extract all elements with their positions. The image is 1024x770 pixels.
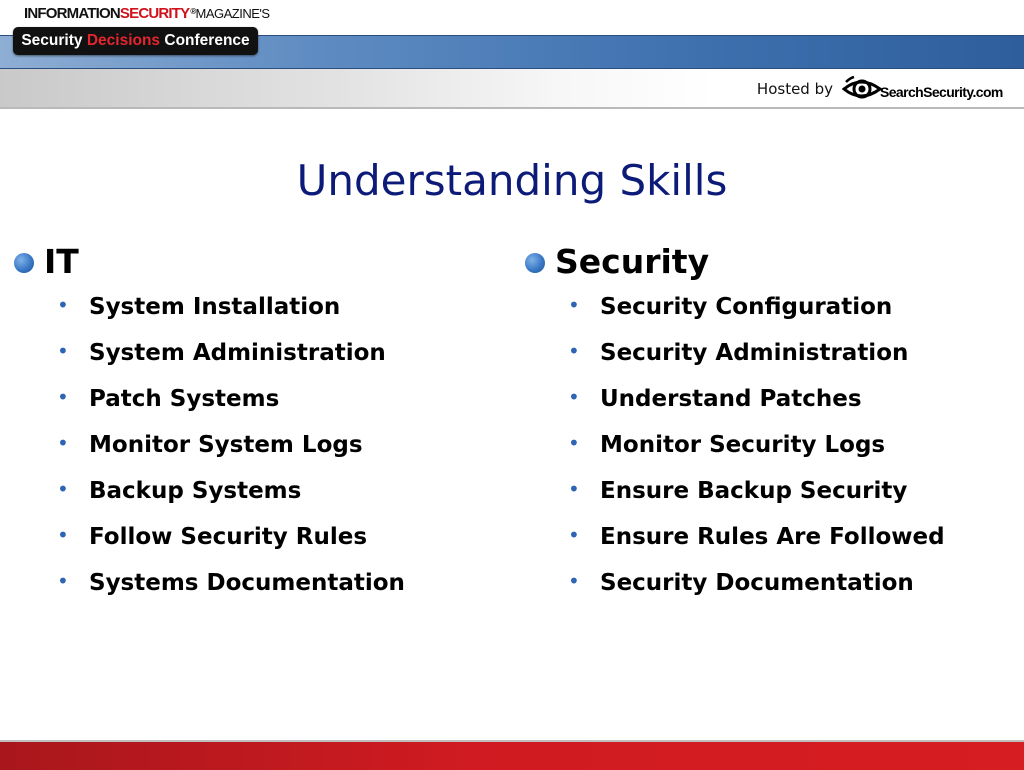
column-heading-text: Security xyxy=(555,242,710,281)
list-item-text: Backup Systems xyxy=(89,478,302,504)
list-item-text: Monitor Security Logs xyxy=(600,432,886,458)
conference-badge xyxy=(13,27,258,55)
list-item-text: Security Documentation xyxy=(600,570,914,596)
column-heading-text: IT xyxy=(44,242,79,281)
heading-bullet-icon xyxy=(14,253,34,273)
magazine-wordmark xyxy=(24,4,270,24)
bullet-icon: • xyxy=(568,569,580,593)
column-heading xyxy=(525,240,1015,284)
searchsecurity-logo xyxy=(842,72,1014,106)
brand-part-security: SECURITY xyxy=(119,5,190,22)
conference-word-conference: Conference xyxy=(164,32,250,49)
list-item-text: Patch Systems xyxy=(89,386,280,412)
host-logo-text: SearchSecurity.com xyxy=(880,84,1003,100)
conference-word-security: Security xyxy=(21,32,83,49)
list-item-text: Monitor System Logs xyxy=(89,432,363,458)
column-it xyxy=(14,240,494,596)
bullet-icon: • xyxy=(57,339,69,363)
bullet-icon: • xyxy=(57,477,69,501)
eye-icon xyxy=(842,72,882,106)
list-item-text: System Administration xyxy=(89,340,386,366)
list-item-text: Security Configuration xyxy=(600,294,893,320)
bullet-icon: • xyxy=(568,523,580,547)
bullet-icon: • xyxy=(568,477,580,501)
list-item-text: System Installation xyxy=(89,294,341,320)
list-item-text: Ensure Rules Are Followed xyxy=(600,524,945,550)
list-item-text: Systems Documentation xyxy=(89,570,405,596)
list-item-text: Follow Security Rules xyxy=(89,524,368,550)
bullet-icon: • xyxy=(57,569,69,593)
column-security xyxy=(525,240,1015,596)
slide-title: Understanding Skills xyxy=(296,156,728,205)
bullet-icon: • xyxy=(57,523,69,547)
list-item-text: Understand Patches xyxy=(600,386,862,412)
footer-red-bar xyxy=(0,740,1024,770)
bullet-icon: • xyxy=(57,431,69,455)
heading-bullet-icon xyxy=(525,253,545,273)
bullet-icon: • xyxy=(568,293,580,317)
hosted-by-label: Hosted by xyxy=(756,80,833,98)
brand-part-magazines: MAGAZINE'S xyxy=(195,6,270,21)
bullet-icon: • xyxy=(57,385,69,409)
bullet-icon: • xyxy=(568,385,580,409)
column-heading xyxy=(14,240,494,284)
bullet-icon: • xyxy=(568,431,580,455)
conference-word-decisions: Decisions xyxy=(86,32,161,49)
bullet-icon: • xyxy=(568,339,580,363)
bullet-icon: • xyxy=(57,293,69,317)
list-item-text: Ensure Backup Security xyxy=(600,478,908,504)
brand-part-information: INFORMATION xyxy=(24,5,120,22)
brand-trademark: ® xyxy=(190,7,196,16)
list-item-text: Security Administration xyxy=(600,340,909,366)
